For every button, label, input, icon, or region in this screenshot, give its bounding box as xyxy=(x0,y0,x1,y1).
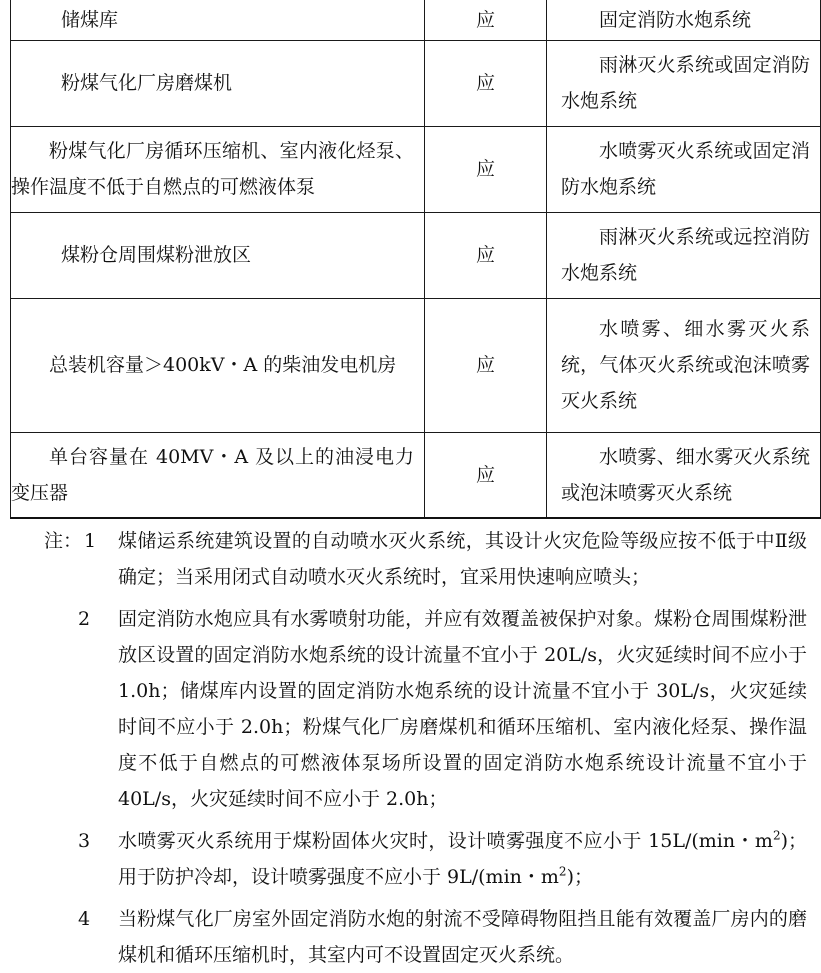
requirement-cell: 应 xyxy=(425,298,547,432)
table-row xyxy=(11,432,821,518)
note-text: 当粉煤气化厂房室外固定消防水炮的射流不受障碍物阻挡且能有效覆盖厂房内的磨煤机和循环压缩机时，其室内可不设置固定灭火系统。 xyxy=(118,908,807,966)
system-cell: 固定消防水炮系统 xyxy=(547,0,821,40)
note-item xyxy=(0,901,821,973)
fire-protection-table xyxy=(10,0,821,519)
location-cell: 粉煤气化厂房磨煤机 xyxy=(11,40,425,126)
requirement-cell: 应 xyxy=(425,432,547,518)
system-cell: 水喷雾、细水雾灭火系统，气体灭火系统或泡沫喷雾灭火系统 xyxy=(547,298,821,432)
location-cell: 总装机容量＞400kV・A 的柴油发电机房 xyxy=(11,298,425,432)
note-number: 3 xyxy=(78,830,91,852)
note-number: 4 xyxy=(78,908,91,930)
note-text-part: )；用于防护冷却，设计喷雾强度不应小于 9L/(min・m xyxy=(118,830,807,888)
table-row xyxy=(11,298,821,432)
note-text: 煤储运系统建筑设置的自动喷水灭火系统，其设计火灾危险等级应按不低于中Ⅱ级确定；当采用闭式自动喷水灭火系统时，宜采用快速响应喷头； xyxy=(118,530,807,588)
requirement-cell: 应 xyxy=(425,0,547,40)
system-cell: 水喷雾、细水雾灭火系统或泡沫喷雾灭火系统 xyxy=(547,432,821,518)
location-cell: 粉煤气化厂房循环压缩机、室内液化烃泵、操作温度不低于自燃点的可燃液体泵 xyxy=(11,126,425,212)
location-cell: 单台容量在 40MV・A 及以上的油浸电力变压器 xyxy=(11,432,425,518)
note-item xyxy=(0,601,821,817)
note-text-part: 水喷雾灭火系统用于煤粉固体火灾时，设计喷雾强度不应小于 15L/(min・m xyxy=(118,830,773,852)
table-row xyxy=(11,212,821,298)
table-row xyxy=(11,0,821,40)
note-text: 固定消防水炮应具有水雾喷射功能，并应有效覆盖被保护对象。煤粉仓周围煤粉泄放区设置的固定消防水炮系统的设计流量不宜小于 20L/s，火灾延续时间不应小于 1.0h；储煤库内设置的固定消防水炮系统的设计流量不宜小于 30L/s，火灾延续时间不应小于 2.0h；粉煤气化厂房磨煤机和循环压缩机、室内液化烃泵、操作温度不低于自燃点的可燃液体泵场所设置的固定消防水炮系统设计流量不宜小于 40L/s，火灾延续时间不应小于 2.0h； xyxy=(118,608,807,810)
note-text-part: )； xyxy=(566,866,593,888)
requirement-cell: 应 xyxy=(425,212,547,298)
table-notes xyxy=(0,523,821,973)
table-row xyxy=(11,126,821,212)
table-row xyxy=(11,40,821,126)
requirement-cell: 应 xyxy=(425,40,547,126)
note-number: 1 xyxy=(84,530,97,552)
note-prefix: 注： xyxy=(44,530,83,552)
requirement-cell: 应 xyxy=(425,126,547,212)
system-cell: 水喷雾灭火系统或固定消防水炮系统 xyxy=(547,126,821,212)
location-cell: 煤粉仓周围煤粉泄放区 xyxy=(11,212,425,298)
system-cell: 雨淋灭火系统或远控消防水炮系统 xyxy=(547,212,821,298)
note-number: 2 xyxy=(78,608,91,630)
superscript: 2 xyxy=(772,828,781,843)
note-item xyxy=(0,823,821,895)
system-cell: 雨淋灭火系统或固定消防水炮系统 xyxy=(547,40,821,126)
superscript: 2 xyxy=(558,864,567,879)
location-cell: 储煤库 xyxy=(11,0,425,40)
note-item xyxy=(0,523,821,595)
